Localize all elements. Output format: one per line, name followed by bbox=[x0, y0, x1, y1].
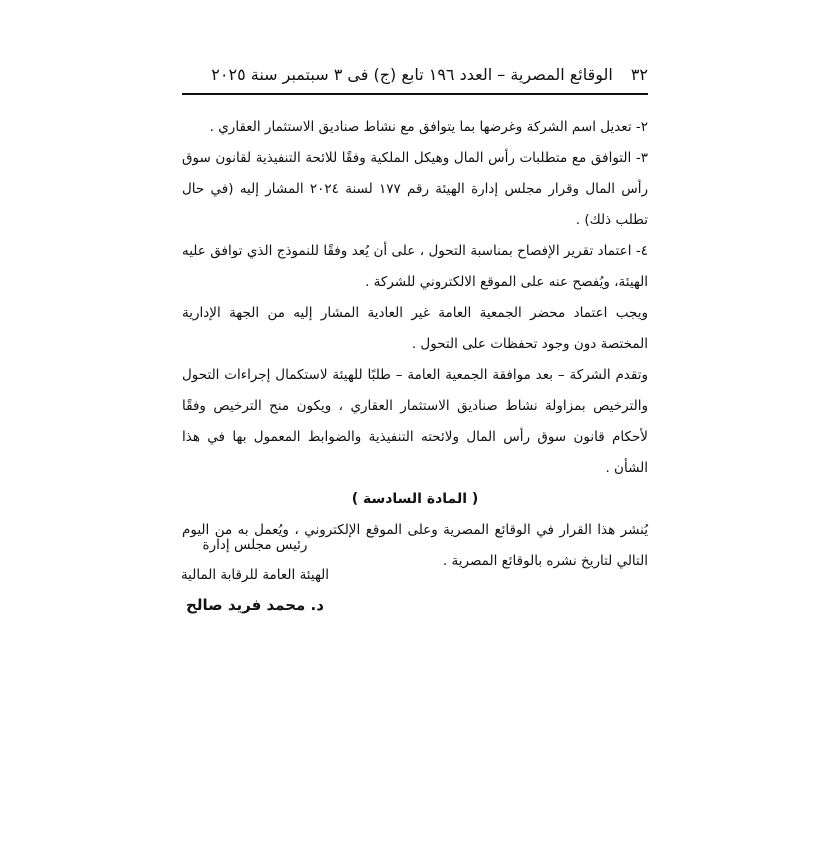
header-title: الوقائع المصرية – العدد ١٩٦ تابع (ج) فى ٣ سبتمبر سنة ٢٠٢٥ bbox=[211, 65, 613, 84]
signer-title: رئيس مجلس إدارة bbox=[202, 537, 308, 553]
signer-name: د. محمد فريد صالح bbox=[186, 596, 324, 614]
header-rule bbox=[182, 93, 648, 95]
article-title: ( المادة السادسة ) bbox=[351, 491, 479, 507]
page-header bbox=[182, 60, 648, 90]
signer-organization: الهيئة العامة للرقابة المالية bbox=[180, 567, 330, 583]
paragraph-application: وتقدم الشركة – بعد موافقة الجمعية العامة – طلبًا للهيئة لاستكمال إجراءات التحول والترخيص بمزاولة نشاط صناديق الاستثمار العقاري ، ويكون منح الترخيص وفقًا لأحكام قانون سوق رأس المال ولائحته التنفيذية والضوابط المعمول بها في هذا الشأن . bbox=[182, 367, 648, 476]
paragraph-item-3: ٣- التوافق مع متطلبات رأس المال وهيكل الملكية وفقًا للائحة التنفيذية لقانون سوق رأس المال وقرار مجلس إدارة الهيئة رقم ١٧٧ لسنة ٢٠٢٤ المشار إليه (في حال تطلب ذلك) . bbox=[182, 150, 648, 228]
paragraph-publication: يُنشر هذا القرار في الوقائع المصرية وعلى الموقع الإلكتروني ، ويُعمل به من اليوم التالي لتاريخ نشره بالوقائع المصرية . bbox=[182, 522, 648, 569]
paragraph-item-4: ٤- اعتماد تقرير الإفصاح بمناسبة التحول ، على أن يُعد وفقًا للنموذج الذي توافق عليه الهيئة، ويُفصح عنه على الموقع الالكتروني للشركة . bbox=[182, 243, 648, 290]
paragraph-item-2: ٢- تعديل اسم الشركة وغرضها بما يتوافق مع نشاط صناديق الاستثمار العقاري . bbox=[209, 119, 648, 135]
body-text bbox=[182, 112, 648, 577]
signature-block bbox=[150, 530, 360, 620]
paragraph-approval: ويجب اعتماد محضر الجمعية العامة غير العادية المشار إليه من الجهة الإدارية المختصة دون وجود تحفظات على التحول . bbox=[182, 305, 648, 352]
page-number: ٣٢ bbox=[630, 65, 648, 84]
